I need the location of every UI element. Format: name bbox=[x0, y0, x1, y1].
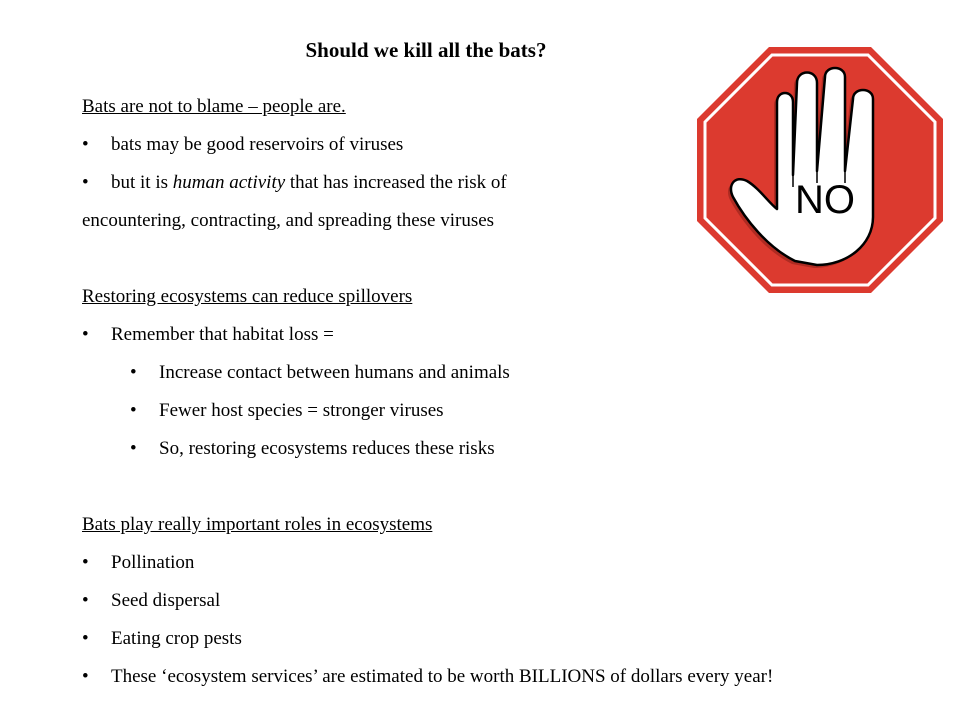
bullet-icon: • bbox=[130, 362, 137, 383]
bullet-text-after: that has increased the risk of bbox=[285, 172, 507, 193]
bullet-text: Seed dispersal bbox=[111, 590, 221, 611]
list-item bbox=[82, 627, 242, 651]
sub-bullet-text: So, restoring ecosystems reduces these risks bbox=[159, 438, 495, 459]
list-item bbox=[82, 589, 220, 613]
bullet-icon: • bbox=[82, 134, 89, 155]
bullet-icon: • bbox=[82, 172, 89, 193]
sub-list-item bbox=[130, 361, 510, 385]
bullet-icon: • bbox=[130, 400, 137, 421]
stop-sign-label: NO bbox=[795, 178, 855, 222]
stop-hand-icon bbox=[697, 47, 943, 293]
bullet-text: Remember that habitat loss = bbox=[111, 324, 334, 345]
bullet-text-italic: human activity bbox=[172, 172, 286, 193]
bullet-text: bats may be good reservoirs of viruses bbox=[111, 134, 404, 155]
bullet-text: Pollination bbox=[111, 552, 195, 573]
list-item bbox=[82, 171, 507, 195]
sub-bullet-text: Fewer host species = stronger viruses bbox=[159, 400, 444, 421]
section-heading-roles: Bats play really important roles in ecosystems bbox=[82, 514, 433, 535]
bullet-icon: • bbox=[82, 324, 89, 345]
bullet-icon: • bbox=[82, 628, 89, 649]
bullet-icon: • bbox=[82, 552, 89, 573]
bullet-icon: • bbox=[82, 666, 89, 687]
bullet-icon: • bbox=[130, 438, 137, 459]
bullet-text: These ‘ecosystem services’ are estimated to be worth BILLIONS of dollars every year! bbox=[111, 666, 774, 687]
bullet-text: Eating crop pests bbox=[111, 628, 242, 649]
list-item bbox=[82, 665, 773, 689]
slide-title: Should we kill all the bats? bbox=[305, 38, 547, 62]
sub-list-item bbox=[130, 437, 495, 461]
list-item bbox=[82, 551, 194, 575]
sub-list-item bbox=[130, 399, 444, 423]
bullet-text-before: but it is bbox=[111, 172, 173, 193]
section-heading-blame: Bats are not to blame – people are. bbox=[82, 96, 346, 117]
sub-bullet-text: Increase contact between humans and animals bbox=[159, 362, 510, 383]
list-item bbox=[82, 133, 403, 157]
bullet-icon: • bbox=[82, 590, 89, 611]
bullet-continuation: encountering, contracting, and spreading these viruses bbox=[82, 210, 495, 231]
section-heading-restoring: Restoring ecosystems can reduce spillovers bbox=[82, 286, 413, 307]
list-item bbox=[82, 323, 334, 347]
